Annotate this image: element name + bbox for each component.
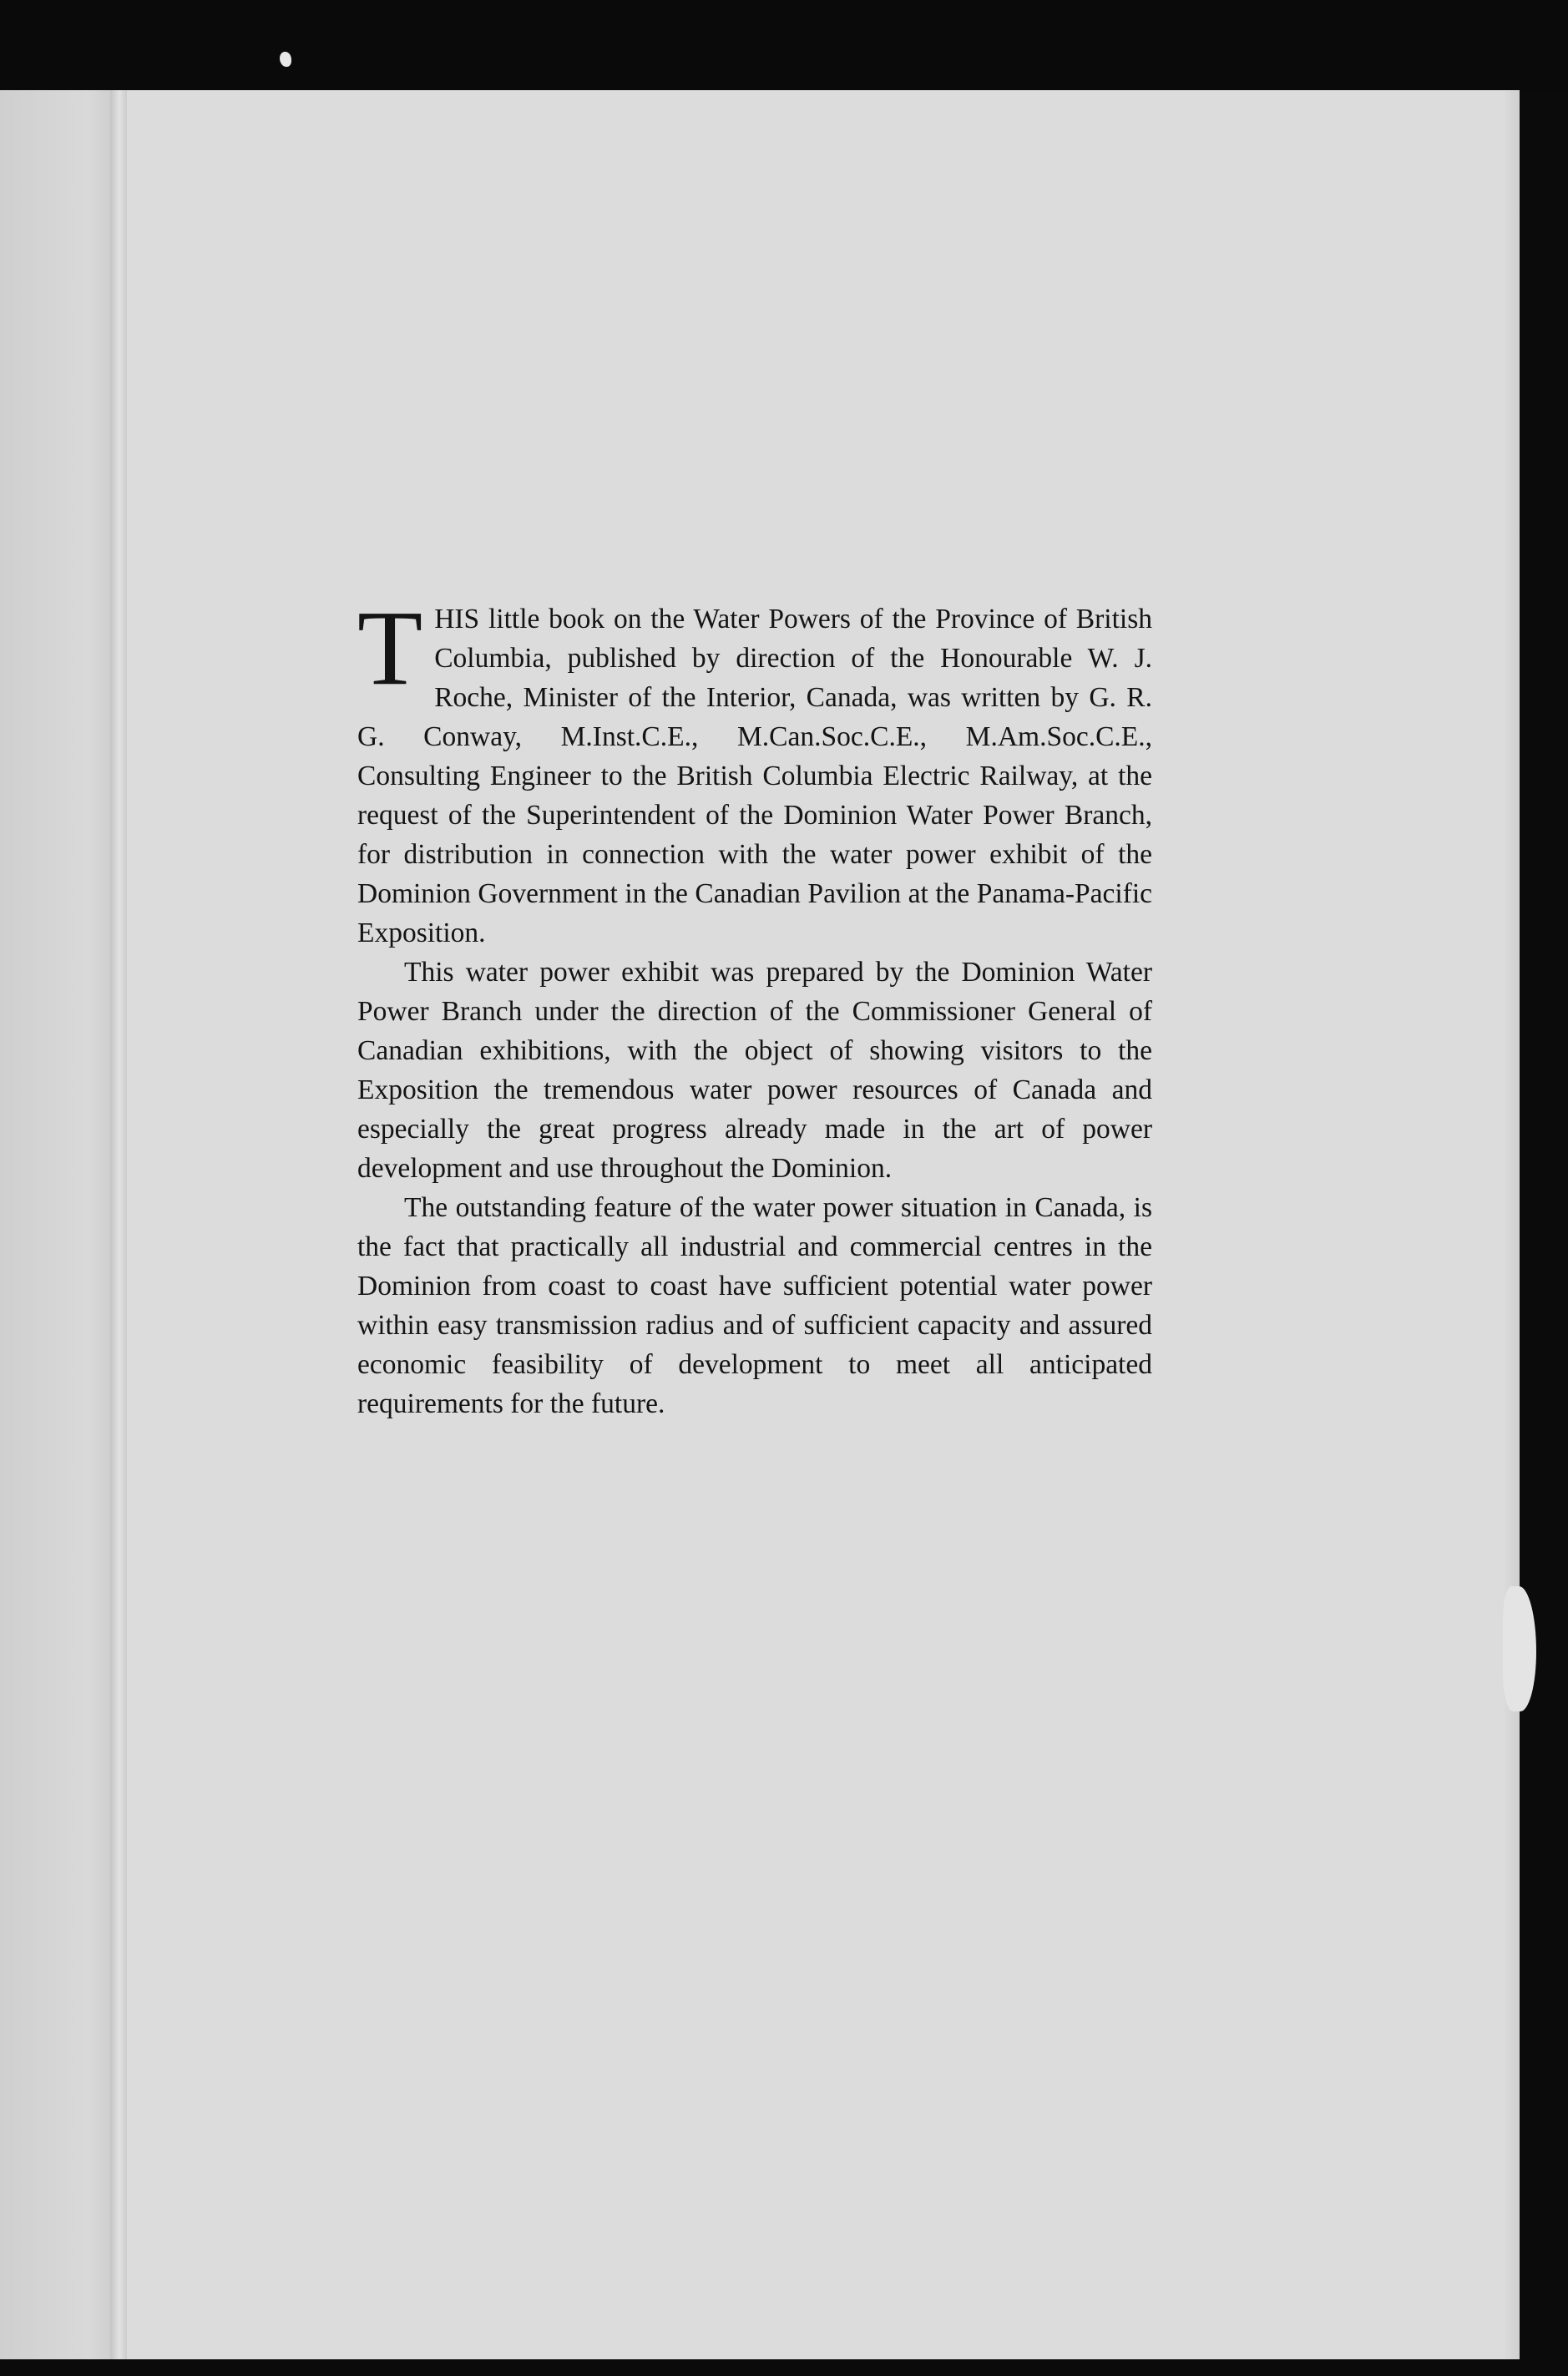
left-page-edge — [0, 90, 125, 2359]
torn-page-tab — [1503, 1586, 1536, 1711]
paragraph-1 — [357, 589, 1152, 953]
lead-word: HIS — [434, 604, 480, 634]
dust-speck — [280, 52, 291, 67]
page-right-edge — [1503, 90, 1520, 2359]
body-text — [357, 589, 1152, 1423]
drop-cap: T — [357, 589, 423, 707]
paragraph-3: The outstanding feature of the water power situation in Canada, is the fact that practically all industrial and commercial centres in the Dominion from coast to coast have sufficient potential water power within easy transmission radius and of sufficient capacity and assured economic feasibility of development to meet all anticipated requirements for the future. — [357, 1192, 1152, 1419]
paragraph-2: This water power exhibit was prepared by the Dominion Water Power Branch under the direction of the Commissioner General of Canadian exhibitions, with the object of showing visitors to the Exposition the tremendous water power resources of Canada and especially the great progress already made in the art of power development and use throughout the Dominion. — [357, 957, 1152, 1184]
paragraph-1-text: little book on the Water Powers of the Province of British Columbia, published by direction of the Honourable W. J. Roche, Minister of the Interior, Canada, was written by G. R. G. Conway, M.Inst.C.E., M.Can.Soc.C.E., M.Am.Soc.C.E., Consulting Engineer to the British Columbia Electric Railway, at the request of the Superintendent of the Dominion Water Power Branch, for distribution in connection with the water power exhibit of the Dominion Government in the Canadian Pavilion at the Panama-Pacific Exposition. — [357, 604, 1152, 948]
book-gutter — [110, 90, 129, 2359]
scanner-top-border — [0, 0, 1568, 90]
